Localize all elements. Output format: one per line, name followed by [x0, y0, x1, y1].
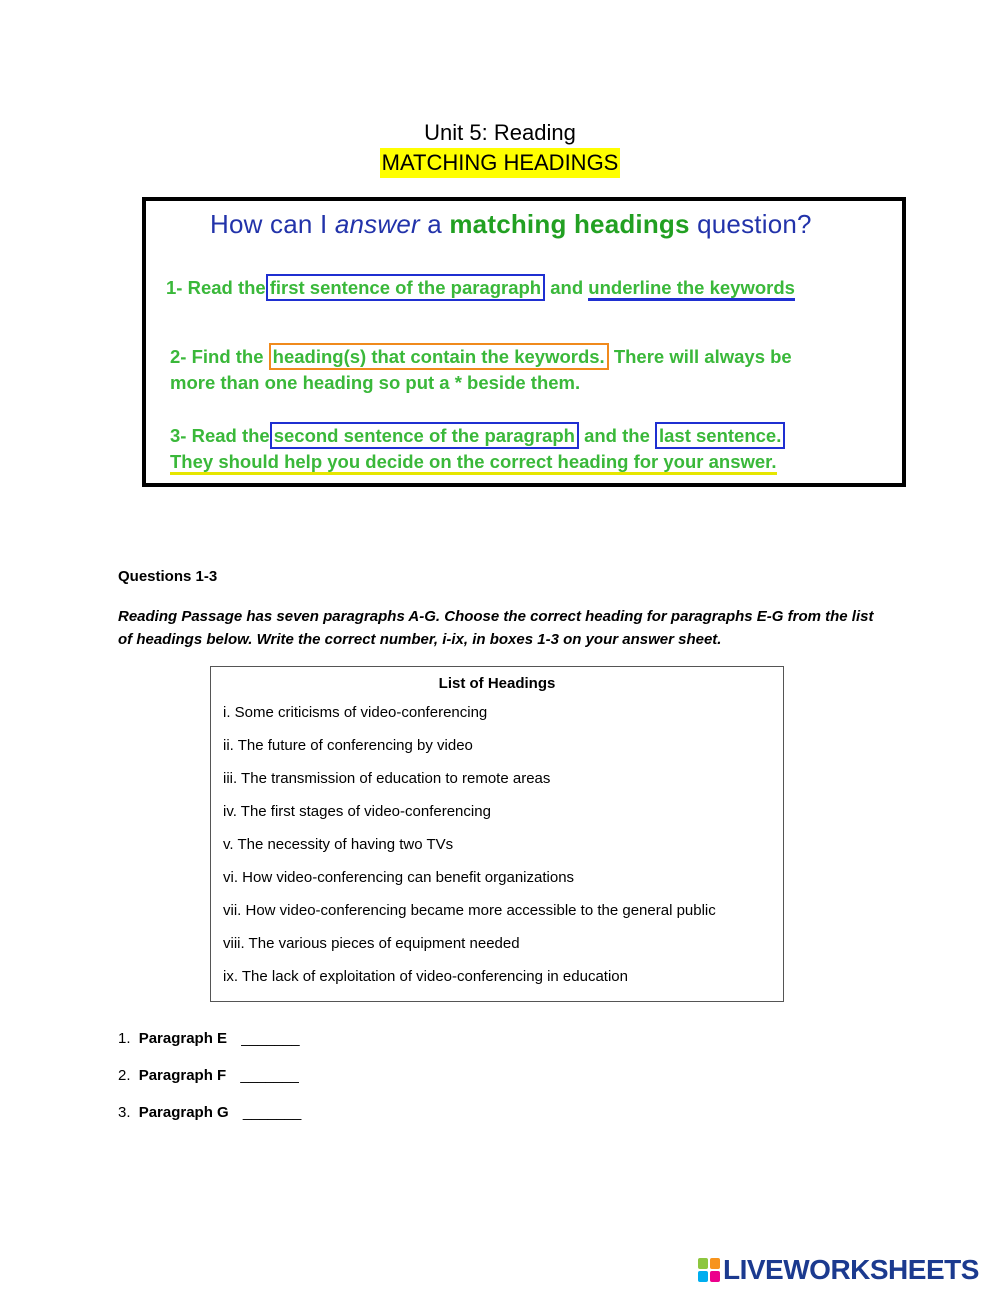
questions-heading: Questions 1-3 — [118, 568, 218, 585]
logo-blocks-icon — [698, 1258, 720, 1282]
boxed-phrase: second sentence of the paragraph — [270, 422, 579, 449]
answer-section — [118, 1030, 301, 1141]
answer-blank[interactable]: _______ — [241, 1030, 300, 1047]
heading-item: ix. The lack of exploitation of video-conferencing in education — [223, 968, 628, 985]
answer-blank[interactable]: _______ — [242, 1104, 302, 1121]
unit-title: Unit 5: Reading — [424, 120, 576, 145]
heading-item: iii. The transmission of education to remote areas — [223, 770, 551, 787]
answer-row-2: 2. Paragraph F _______ — [118, 1067, 299, 1084]
underlined-phrase: They should help you decide on the correct heading for your answer. — [170, 451, 777, 475]
heading-item: viii. The various pieces of equipment needed — [223, 935, 520, 952]
heading-item: iv. The first stages of video-conferencing — [223, 803, 491, 820]
headings-list — [223, 702, 783, 999]
list-of-headings-box — [210, 666, 784, 1002]
guide-question: How can I answer a matching headings question? — [210, 209, 812, 239]
main-title: MATCHING HEADINGS — [380, 148, 621, 178]
guide-step-3: 3- Read the second sentence of the paragraph and the last sentence. They should help you decide on the correct heading for your answer. — [170, 423, 785, 475]
heading-item: vii. How video-conferencing became more accessible to the general public — [223, 902, 716, 919]
answer-label: Paragraph F — [138, 1067, 227, 1084]
boxed-phrase: last sentence. — [655, 422, 785, 449]
logo-text: LIVEWORKSHEETS — [723, 1254, 979, 1285]
guide-step-1: 1- Read the first sentence of the paragraph and underline the keywords — [166, 275, 795, 301]
strategy-guide-box — [142, 197, 906, 487]
heading-item: vi. How video-conferencing can benefit organizations — [223, 869, 575, 886]
boxed-phrase: heading(s) that contain the keywords. — [269, 343, 609, 370]
heading-item: i. Some criticisms of video-conferencing — [223, 704, 488, 721]
answer-row-3: 3. Paragraph G _______ — [118, 1104, 302, 1121]
heading-item: ii. The future of conferencing by video — [223, 737, 473, 754]
answer-label: Paragraph E — [138, 1030, 228, 1047]
list-of-headings-title: List of Headings — [438, 675, 556, 692]
heading-item: v. The necessity of having two TVs — [223, 836, 454, 853]
boxed-phrase: first sentence of the paragraph — [266, 274, 545, 301]
answer-label: Paragraph G — [138, 1104, 229, 1121]
answer-blank[interactable]: _______ — [240, 1067, 299, 1084]
liveworksheets-logo — [698, 1254, 979, 1286]
questions-instructions: Reading Passage has seven paragraphs A-G. Choose the correct heading for paragraphs E-G from the list of headings below. Write the correct number, i-ix, in boxes 1-3 on your answer sheet. — [118, 608, 874, 648]
guide-step-2: 2- Find the heading(s) that contain the keywords. There will always be more than one heading so put a * beside them. — [170, 344, 792, 396]
answer-row-1: 1. Paragraph E _______ — [118, 1030, 300, 1047]
underlined-phrase: underline the keywords — [588, 277, 795, 301]
page-title-block — [0, 118, 1000, 178]
